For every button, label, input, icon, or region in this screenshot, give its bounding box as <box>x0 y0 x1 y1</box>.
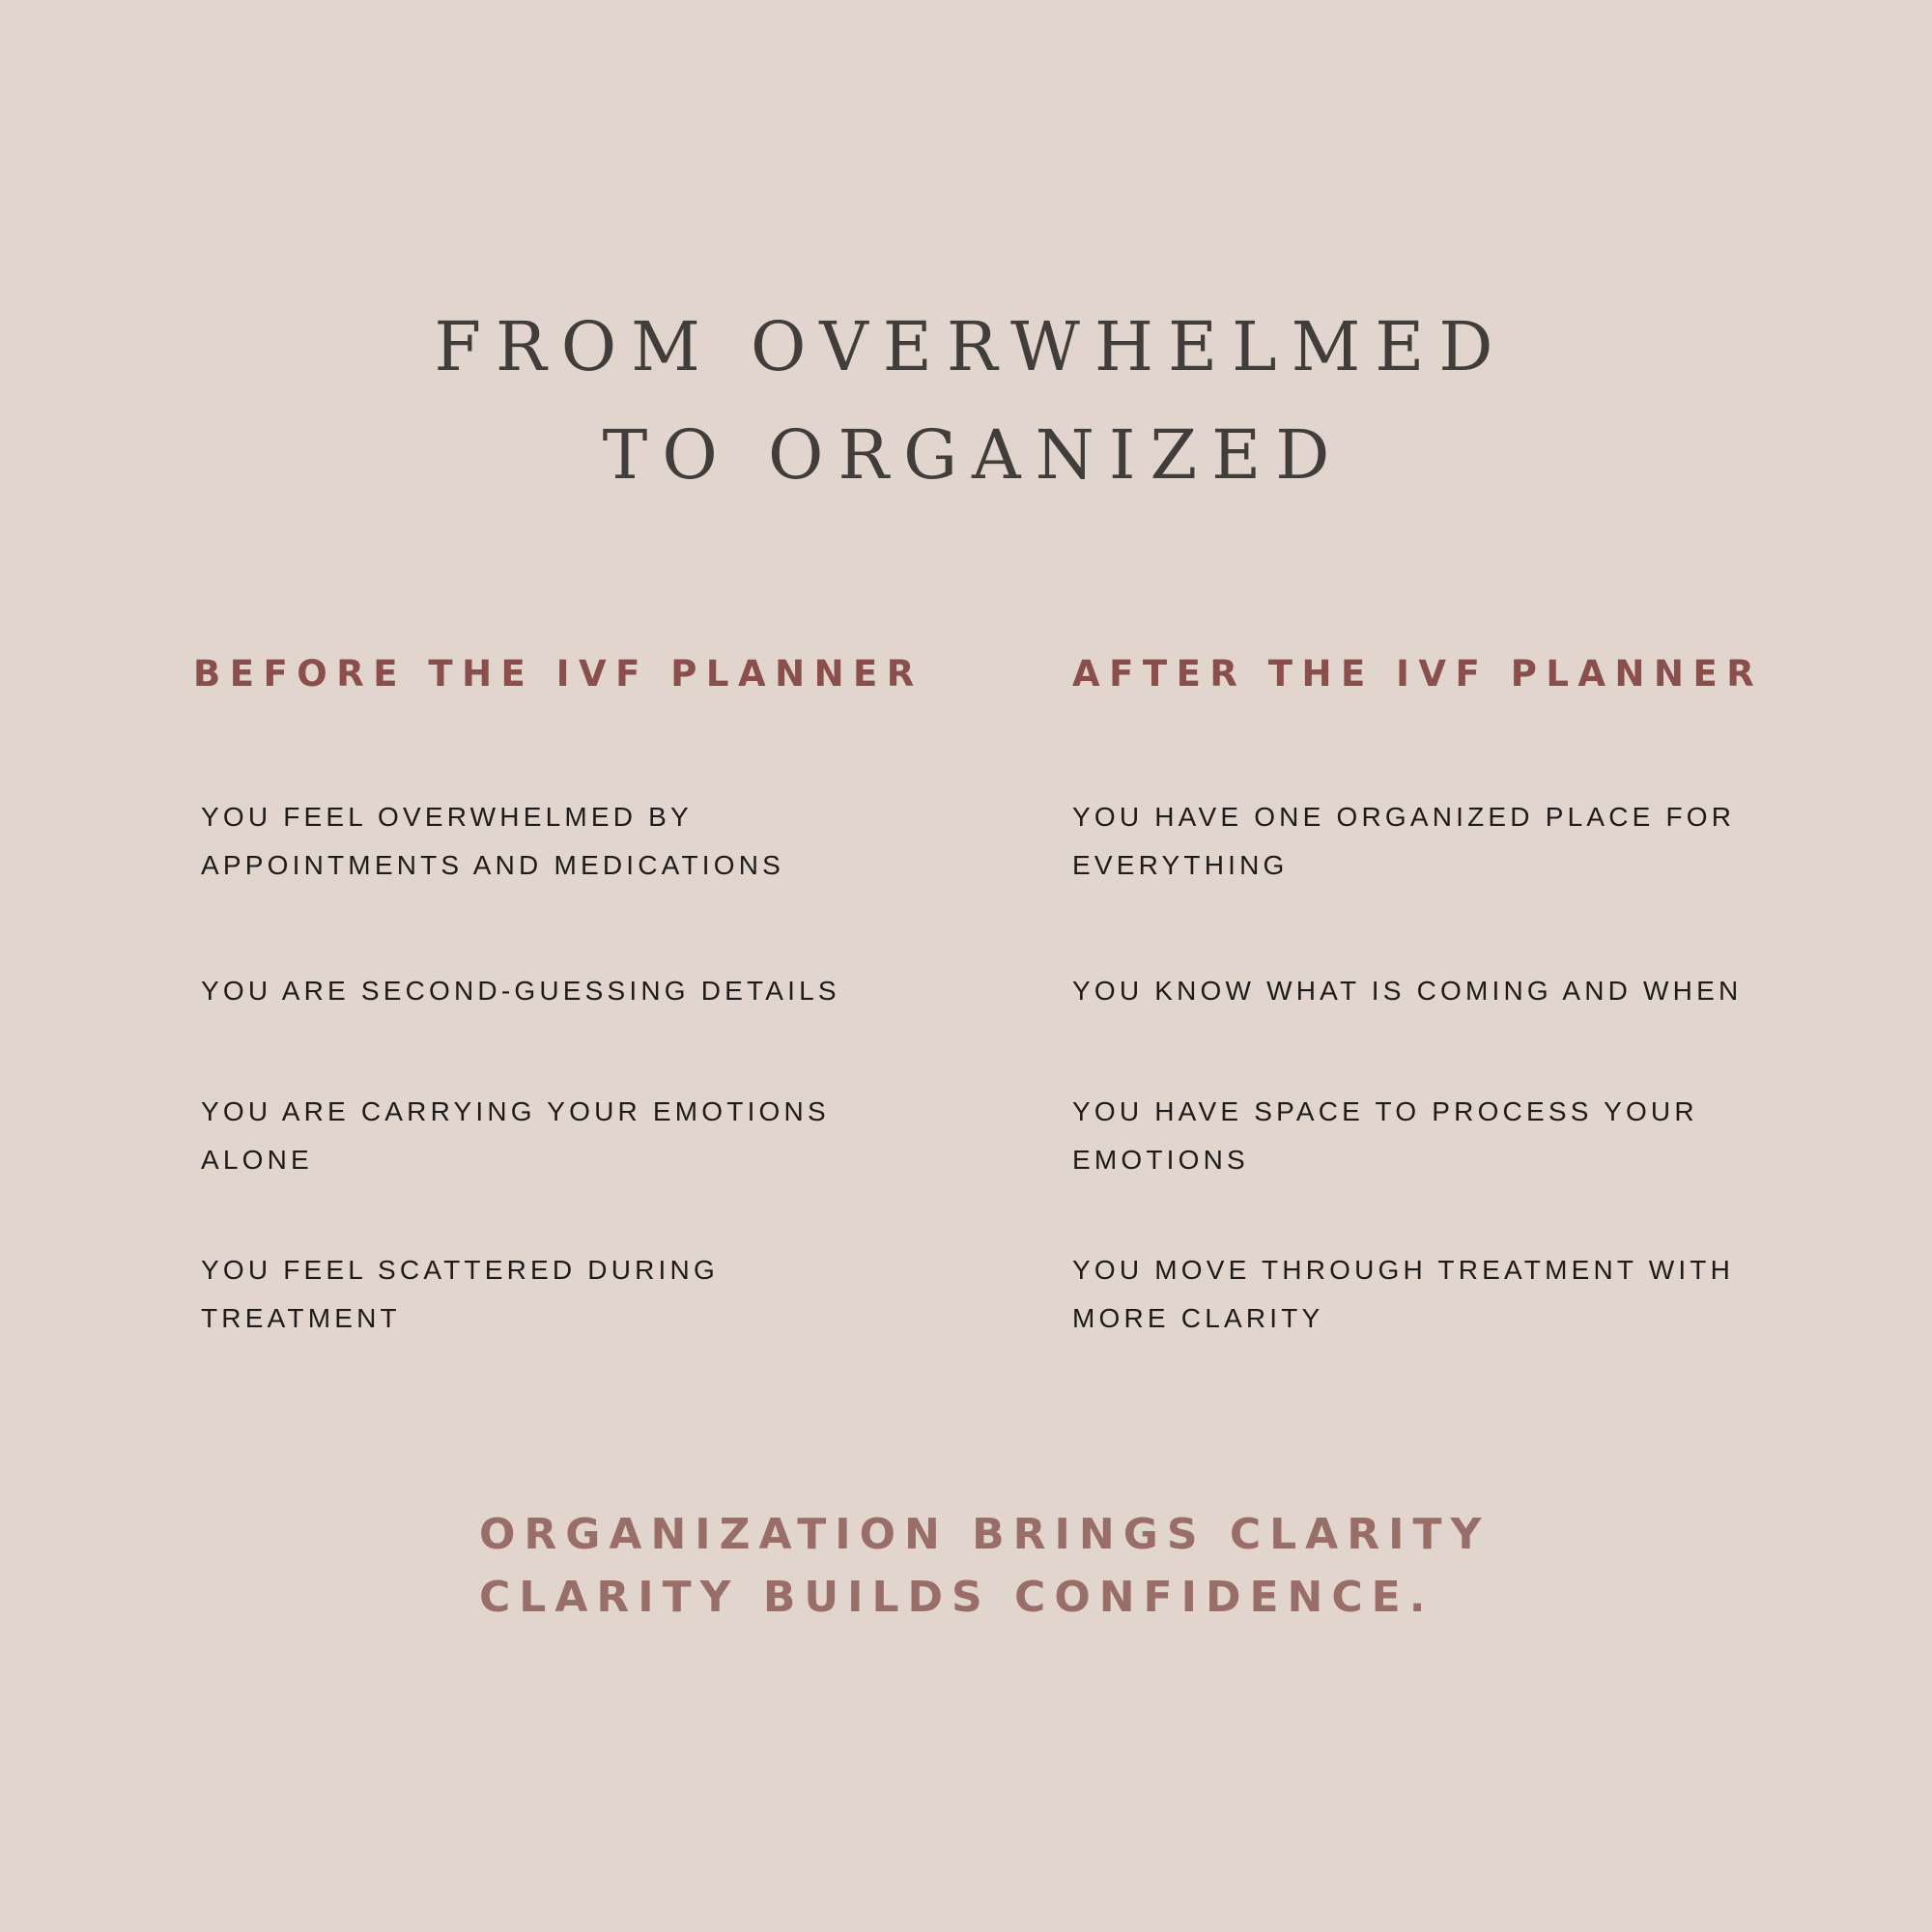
page-title-line-2: TO ORGANIZED <box>602 415 1345 495</box>
after-item-3: YOU HAVE SPACE TO PROCESS YOUR EMOTIONS <box>1072 1096 1698 1175</box>
after-column-heading: AFTER THE IVF PLANNER <box>1072 653 1764 695</box>
after-item-2: YOU KNOW WHAT IS COMING AND WHEN <box>1072 976 1743 1006</box>
tagline-line-1: ORGANIZATION BRINGS CLARITY <box>479 1510 1491 1559</box>
before-item-1: YOU FEEL OVERWHELMED BY APPOINTMENTS AND MEDICATIONS <box>201 802 785 880</box>
before-item-3: YOU ARE CARRYING YOUR EMOTIONS ALONE <box>201 1096 830 1175</box>
before-item-4: YOU FEEL SCATTERED DURING TREATMENT <box>201 1255 719 1333</box>
after-item-1: YOU HAVE ONE ORGANIZED PLACE FOR EVERYTHING <box>1072 802 1736 880</box>
before-column-heading: BEFORE THE IVF PLANNER <box>193 653 923 695</box>
page-title-line-1: FROM OVERWHELMED <box>434 307 1508 386</box>
before-item-2: YOU ARE SECOND-GUESSING DETAILS <box>201 976 840 1006</box>
tagline-line-2: CLARITY BUILDS CONFIDENCE. <box>479 1573 1435 1622</box>
after-item-4: YOU MOVE THROUGH TREATMENT WITH MORE CLARITY <box>1072 1255 1735 1333</box>
